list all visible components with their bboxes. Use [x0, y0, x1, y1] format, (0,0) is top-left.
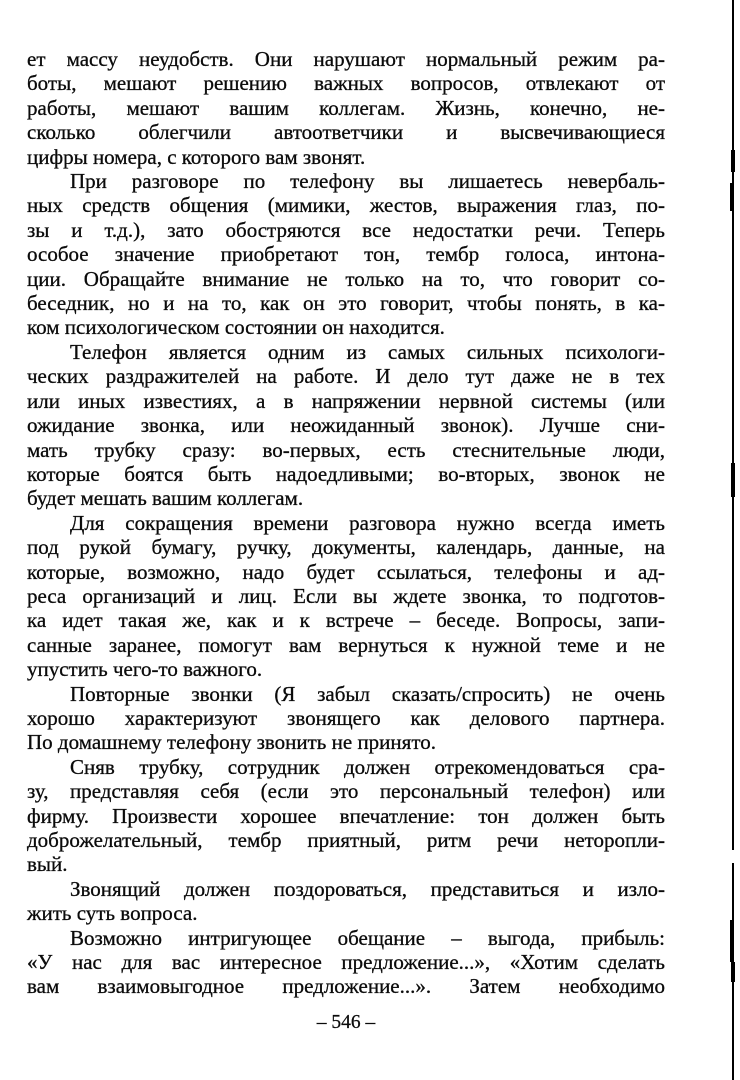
text-line: Сняв трубку, сотрудник должен отрекомендоваться сра-: [70, 754, 665, 779]
text-line: которые боятся быть надоедливыми; во-вторых, звонок не: [27, 461, 665, 486]
text-line: зу, представляя себя (если это персональный телефон) или: [27, 779, 665, 804]
text-line: реса организаций и лиц. Если вы ждете звонка, то подготов-: [27, 583, 665, 608]
text-line: зы и т.д.), зато обостряются все недостатки речи. Теперь: [27, 217, 665, 242]
paragraph: [27, 755, 665, 877]
text-line: будет мешать вашим коллегам.: [27, 486, 304, 511]
scan-artifact: [731, 150, 735, 172]
text-line: Телефон является одним из самых сильных психологи-: [70, 339, 665, 364]
text-line: ожидание звонка, или неожиданный звонок). Лучше сни-: [27, 413, 665, 438]
text-line: вам взаимовыгодное предложение...». Затем необходимо: [27, 974, 665, 999]
text-line: ных средств общения (мимики, жестов, выражения глаз, по-: [27, 193, 665, 218]
text-line: сколько облегчили автоответчики и высвечивающиеся: [27, 120, 665, 145]
text-line: Повторные звонки (Я забыл сказать/спросить) не очень: [70, 681, 665, 706]
page-number: – 546 –: [316, 1012, 376, 1033]
paragraph: [27, 47, 665, 169]
text-line: боты, мешают решению важных вопросов, отвлекают от: [27, 71, 665, 96]
text-line: ет массу неудобств. Они нарушают нормальный режим ра-: [27, 47, 665, 71]
scan-artifact: [730, 183, 734, 211]
text-line: ка идет такая же, как и к встрече – беседе. Вопросы, запи-: [27, 608, 665, 633]
text-line: цифры номера, с которого вам звонят.: [27, 144, 366, 169]
text-line: или иных известиях, а в напряжении нервной системы (или: [27, 388, 665, 413]
text-line: При разговоре по телефону вы лишаетесь невербаль-: [70, 169, 665, 194]
text-line: «У нас для вас интересное предложение...», «Хотим сделать: [27, 950, 665, 975]
text-line: санные заранее, помогут вам вернуться к нужной теме и не: [27, 632, 665, 657]
paragraph: [27, 511, 665, 682]
scan-artifact: [731, 962, 735, 982]
paragraph: [27, 169, 665, 340]
text-line: ком психологическом состоянии он находится.: [27, 315, 445, 340]
text-line: упустить чего-то важного.: [27, 657, 263, 682]
paragraph: [27, 926, 665, 999]
scan-edge-line: [732, 0, 734, 850]
text-line: беседник, но и на то, как он это говорит, чтобы понять, в ка-: [27, 291, 665, 316]
text-line: хорошо характеризуют звонящего как делового партнера.: [27, 705, 665, 730]
text-line: фирму. Произвести хорошее впечатление: тон должен быть: [27, 803, 665, 828]
text-line: Звонящий должен поздороваться, представиться и изло-: [70, 876, 665, 901]
text-line: особое значение приобретают тон, тембр голоса, интона-: [27, 242, 665, 267]
text-line: Возможно интригующее обещание – выгода, прибыль:: [70, 925, 665, 950]
text-line: под рукой бумагу, ручку, документы, календарь, данные, на: [27, 535, 665, 560]
text-line: доброжелательный, тембр приятный, ритм речи неторопли-: [27, 828, 665, 852]
paragraph: [27, 682, 665, 755]
scan-artifact: [730, 920, 734, 962]
paragraph: [27, 340, 665, 511]
text-line: ции. Обращайте внимание не только на то, что говорит со-: [27, 266, 665, 291]
text-line: жить суть вопроса.: [27, 901, 198, 926]
scan-artifact: [731, 463, 735, 497]
text-line: ческих раздражителей на работе. И дело тут даже не в тех: [27, 364, 665, 389]
text-line: По домашнему телефону звонить не принято.: [27, 730, 436, 755]
page-text: [27, 47, 665, 999]
text-line: Для сокращения времени разговора нужно всегда иметь: [70, 510, 665, 535]
text-line: работы, мешают вашим коллегам. Жизнь, конечно, не-: [27, 95, 665, 120]
text-line: вый.: [27, 852, 68, 877]
paragraph: [27, 877, 665, 926]
text-line: которые, возможно, надо будет ссылаться, телефоны и ад-: [27, 559, 665, 584]
text-line: мать трубку сразу: во-первых, есть стеснительные люди,: [27, 437, 665, 462]
